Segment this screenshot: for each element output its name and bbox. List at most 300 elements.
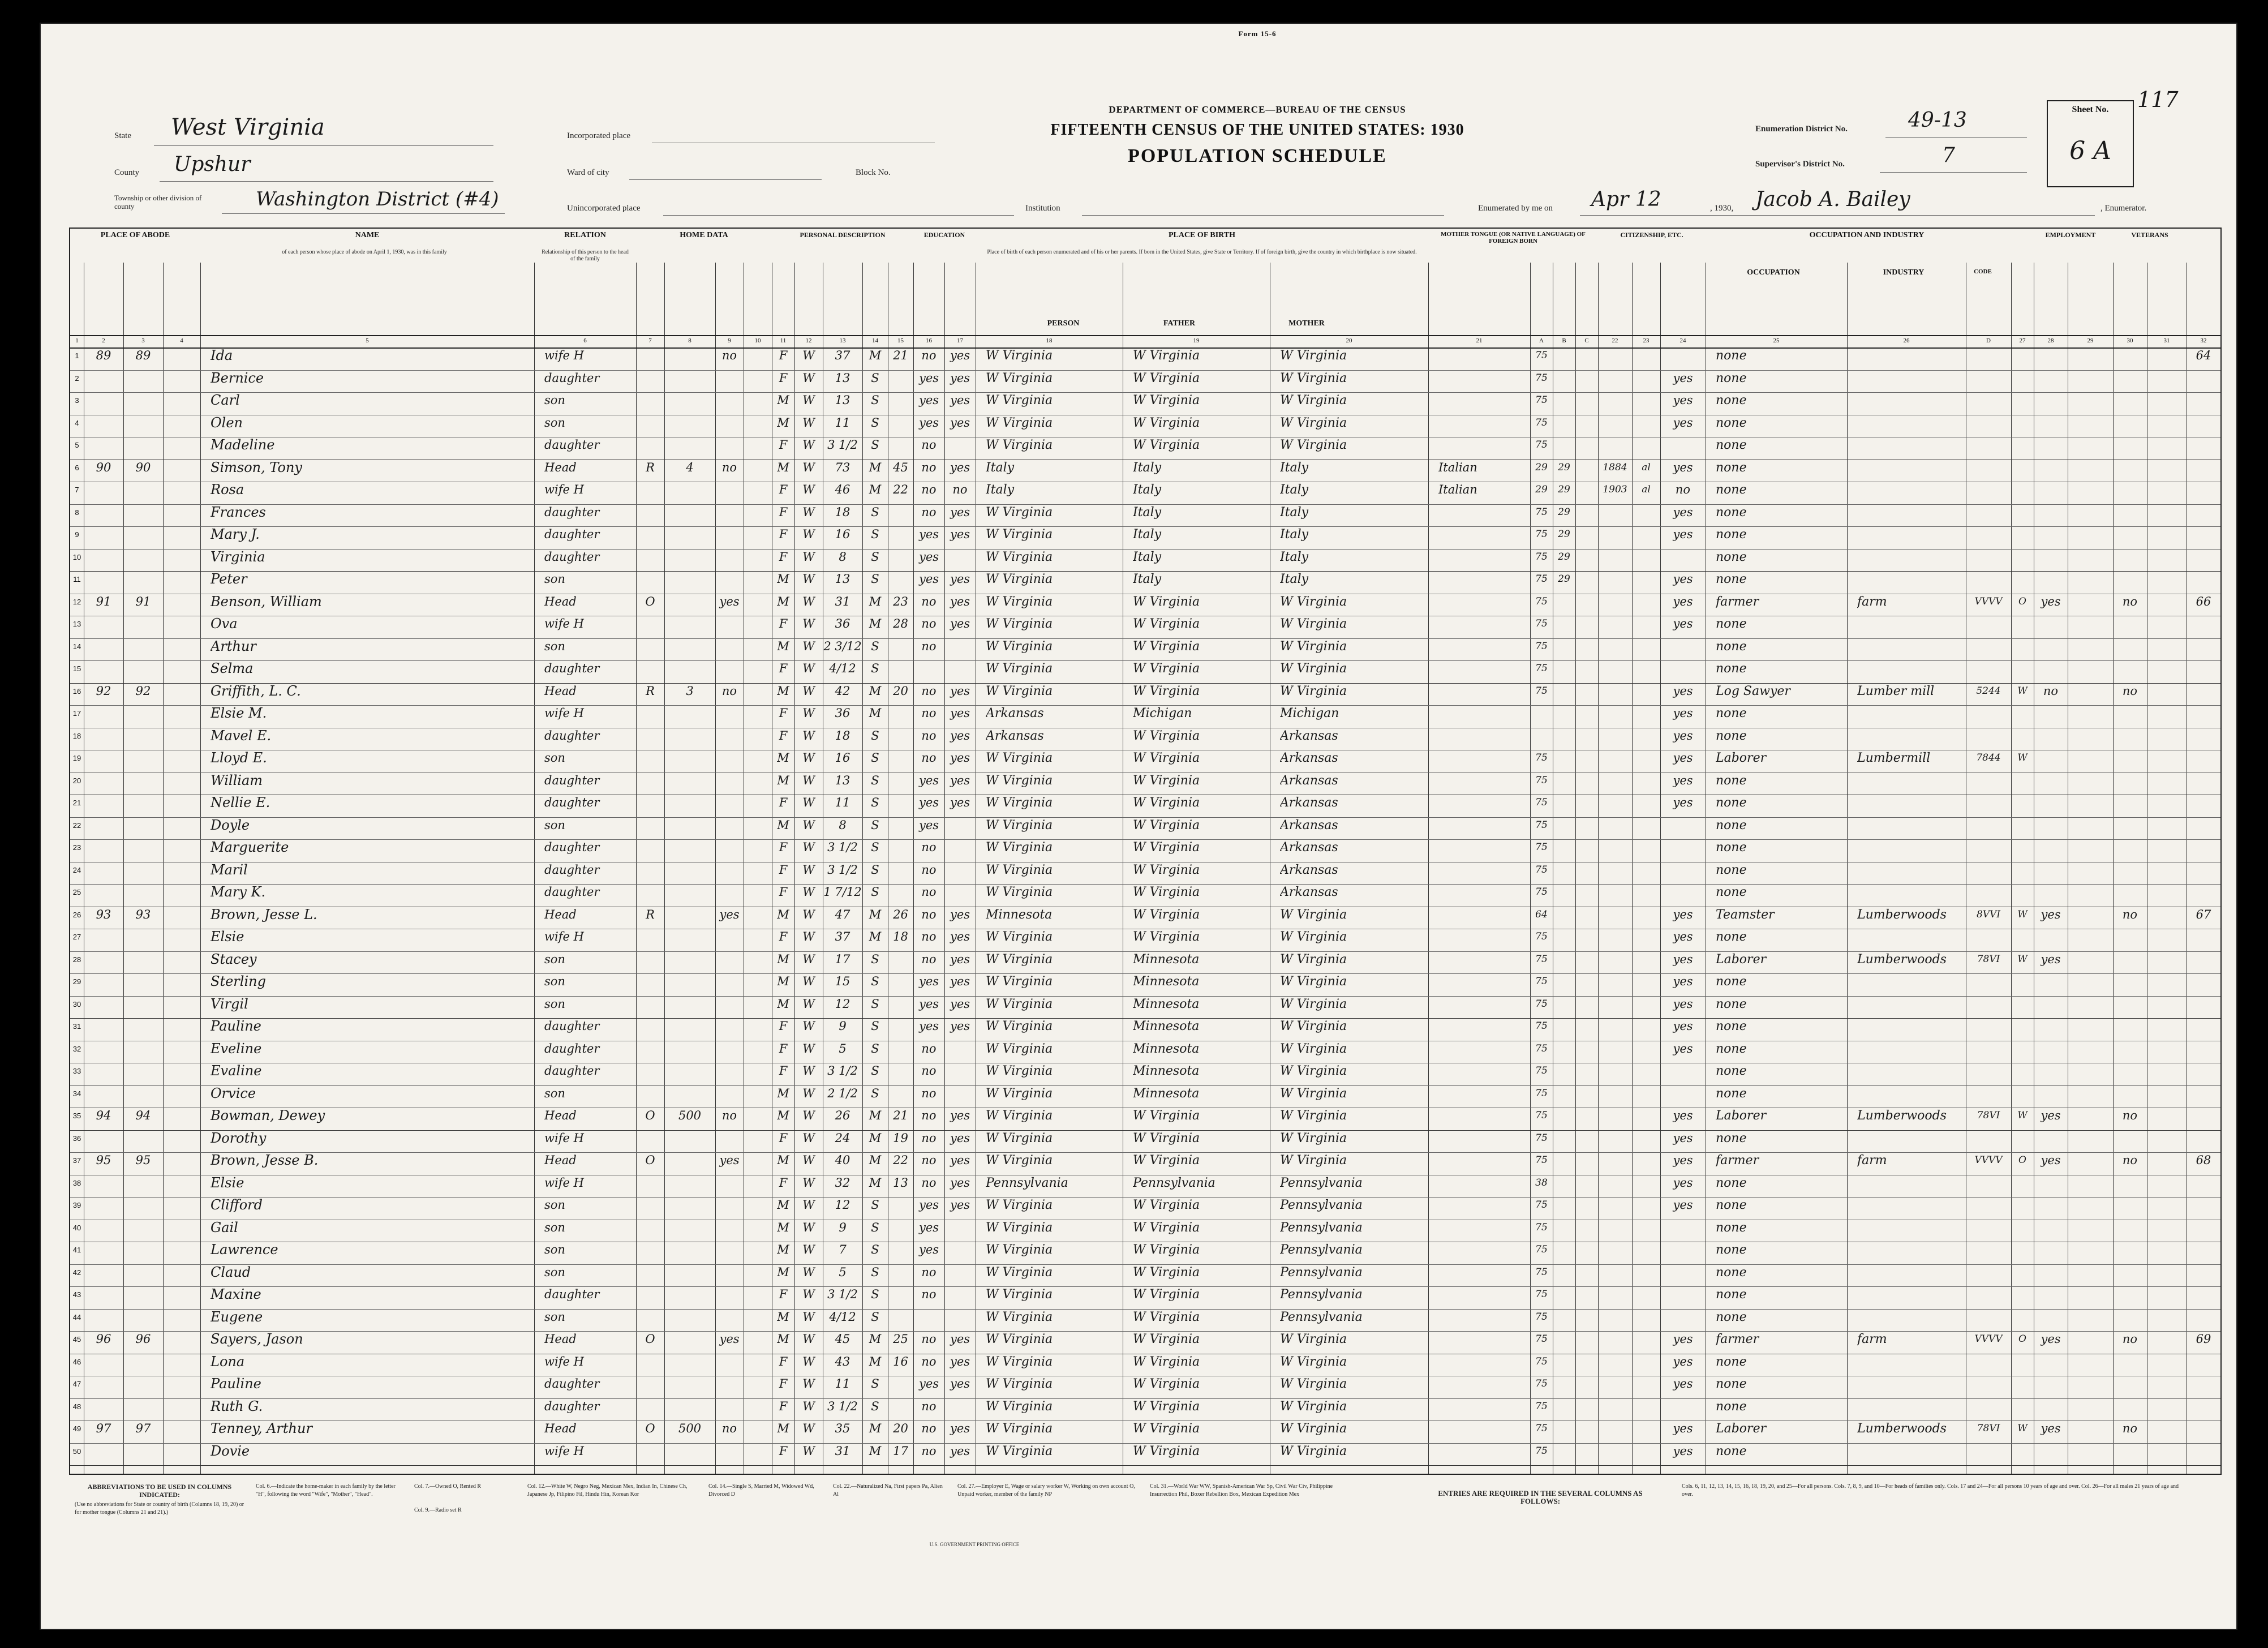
cell-a: 75 [1535, 1289, 1548, 1300]
cell-a: 75 [1535, 1445, 1548, 1457]
cell-eng: yes [1673, 1444, 1693, 1458]
cell-sch: yes [918, 393, 939, 407]
cell-fb: W Virginia [1133, 818, 1200, 832]
cell-fb: W Virginia [1133, 885, 1200, 899]
cell-lang: Italian [1438, 483, 1477, 496]
cell-fam: 89 [135, 349, 151, 362]
enumerated-year: , 1930, [1710, 204, 1734, 213]
cell-occ: none [1716, 706, 1747, 720]
cell-race: W [802, 393, 815, 407]
cell-am: 20 [893, 684, 908, 698]
row-number: 9 [75, 530, 79, 539]
cell-fb: Minnesota [1133, 975, 1200, 989]
cell-age: 17 [835, 952, 850, 966]
census-sheet [40, 23, 2237, 1630]
cell-race: W [802, 460, 815, 474]
census-title: FIFTEENTH CENSUS OF THE UNITED STATES: 1930 [1050, 121, 1464, 139]
cell-pb: W Virginia [986, 572, 1053, 586]
cell-ms: S [871, 639, 879, 653]
cell-b: 29 [1558, 573, 1570, 585]
cell-sch: no [921, 460, 937, 474]
cell-ms: S [871, 728, 879, 743]
cell-ms: M [869, 930, 882, 943]
cell-radio: no [721, 684, 737, 698]
cell-fb: W Virginia [1133, 728, 1200, 743]
cell-name: Simson, Tony [211, 459, 302, 475]
cell-race: W [802, 1019, 815, 1033]
cell-rel: wife H [544, 349, 584, 362]
cell-emp: yes [2041, 952, 2061, 966]
cell-age: 9 [839, 1220, 847, 1234]
cell-occ: none [1716, 1377, 1747, 1391]
cell-fb: W Virginia [1133, 930, 1200, 944]
cell-a: 75 [1535, 663, 1548, 674]
cell-eng: yes [1673, 617, 1693, 630]
cell-name: Bowman, Dewey [211, 1108, 325, 1123]
cell-lit: yes [950, 684, 970, 698]
cell-radio: yes [719, 907, 740, 921]
cell-eng: yes [1673, 751, 1693, 765]
cell-occ: none [1716, 1198, 1747, 1212]
abbrev-col14: Col. 14.—Single S, Married M, Widowed Wd, Divorced D [708, 1483, 814, 1497]
cell-rel: daughter [544, 527, 600, 541]
cell-name: Mavel E. [211, 727, 272, 744]
column-number: 26 [1903, 337, 1910, 344]
cell-am: 19 [893, 1131, 908, 1145]
cell-eng: yes [1673, 1377, 1693, 1390]
cell-race: W [802, 773, 815, 787]
col-relation-desc: Relationship of this person to the head of the family [542, 249, 629, 262]
row-number: 32 [72, 1044, 81, 1053]
cell-a: 75 [1535, 1266, 1548, 1278]
cell-age: 5 [839, 1265, 847, 1279]
cell-a: 75 [1535, 1199, 1548, 1211]
cell-am: 20 [893, 1422, 908, 1435]
cell-ms: M [869, 460, 882, 474]
cell-age: 47 [835, 907, 850, 921]
cell-fb: W Virginia [1133, 1377, 1200, 1391]
cell-ms: M [869, 1422, 882, 1435]
cell-own: R [646, 460, 655, 474]
cell-sch: no [921, 1288, 937, 1301]
col-employment: EMPLOYMENT [2045, 231, 2096, 239]
cell-code: 78VI [1977, 953, 2000, 965]
abbrev-col22: Col. 22.—Naturalized Na, First papers Pa, Alien Al [833, 1483, 943, 1497]
column-number: 10 [754, 337, 761, 344]
cell-vet: no [2122, 1109, 2138, 1122]
cell-ms: S [871, 438, 879, 452]
cell-a: 75 [1535, 573, 1548, 585]
cell-occ: farmer [1716, 1332, 1759, 1346]
cell-fam: 93 [135, 907, 151, 921]
cell-fb: W Virginia [1133, 1399, 1200, 1414]
cell-rel: Head [544, 684, 577, 698]
row-number: 23 [72, 843, 81, 852]
enumerated-label: Enumerated by me on [1478, 204, 1553, 213]
column-number: 15 [897, 337, 904, 344]
row-number: 6 [75, 463, 79, 472]
cell-pb: W Virginia [986, 684, 1053, 698]
cell-occ: farmer [1716, 1153, 1759, 1168]
cell-dw: 93 [96, 907, 111, 921]
cell-pb: W Virginia [986, 1131, 1053, 1145]
cell-sch: no [921, 594, 937, 608]
cell-occ: none [1716, 1288, 1747, 1302]
cell-lit: yes [950, 773, 970, 787]
cell-lit: yes [950, 796, 970, 809]
cell-a: 75 [1535, 886, 1548, 898]
cell-fb: W Virginia [1133, 796, 1200, 810]
sheet-value: 6 A [2069, 136, 2111, 165]
cell-mb: Italy [1280, 527, 1309, 542]
cell-a: 75 [1535, 595, 1548, 607]
cell-race: W [802, 1086, 815, 1100]
cell-sch: yes [918, 818, 939, 832]
cell-a: 75 [1535, 1155, 1548, 1166]
cell-occ: Laborer [1716, 952, 1767, 967]
cell-eng: yes [1673, 594, 1693, 608]
cell-race: W [802, 1377, 815, 1390]
cell-age: 4/12 [829, 662, 856, 675]
column-number: 6 [583, 337, 587, 344]
cell-lit: yes [950, 930, 970, 943]
cell-a: 75 [1535, 819, 1548, 831]
row-number: 39 [72, 1201, 81, 1209]
grid-column-line [2113, 263, 2114, 1474]
cell-mb: W Virginia [1280, 415, 1347, 430]
col-person: PERSON [1047, 319, 1080, 328]
cell-ms: S [871, 796, 879, 809]
cell-pb: W Virginia [986, 1153, 1053, 1168]
cell-fb: Italy [1133, 505, 1162, 520]
cell-ms: S [871, 952, 879, 966]
cell-ms: S [871, 997, 879, 1011]
cell-sch: yes [918, 997, 939, 1011]
cell-rel: daughter [544, 1019, 600, 1033]
cell-sch: no [921, 728, 937, 743]
cell-race: W [802, 1198, 815, 1212]
cell-farm: 67 [2196, 907, 2211, 921]
cell-mb: W Virginia [1280, 1422, 1347, 1436]
cell-code: 8VVI [1976, 908, 2001, 920]
cell-occ: none [1716, 371, 1747, 385]
cell-ms: S [871, 662, 879, 675]
cell-eng: yes [1673, 773, 1693, 787]
row-number: 47 [72, 1380, 81, 1388]
cell-pb: W Virginia [986, 662, 1053, 676]
cell-eng: yes [1673, 371, 1693, 385]
column-number: 27 [2019, 337, 2026, 344]
row-number: 12 [72, 597, 81, 606]
row-number: 21 [72, 799, 81, 807]
cell-name: Eugene [211, 1308, 263, 1325]
corner-stamp: 117 [2137, 87, 2179, 112]
county-label: County [114, 168, 140, 177]
cell-lit: no [952, 483, 968, 496]
cell-pb: Italy [986, 483, 1015, 497]
cell-name: Lawrence [211, 1242, 278, 1258]
cell-emp: no [2043, 684, 2059, 698]
cell-lit: yes [950, 617, 970, 630]
cell-fb: W Virginia [1133, 349, 1200, 363]
cell-age: 3 1/2 [827, 438, 858, 452]
cell-sch: yes [918, 1019, 939, 1033]
cell-pb: W Virginia [986, 1310, 1053, 1324]
cell-mb: Italy [1280, 505, 1309, 520]
cell-age: 3 1/2 [827, 862, 858, 877]
cell-sex: F [779, 840, 788, 854]
cell-mb: W Virginia [1280, 975, 1347, 989]
cell-sch: no [921, 751, 937, 765]
cell-occ: none [1716, 1064, 1747, 1078]
cell-pb: W Virginia [986, 975, 1053, 989]
cell-age: 2 3/12 [823, 639, 862, 653]
cell-ms: M [869, 1332, 882, 1346]
cell-sex: M [777, 952, 789, 966]
row-number: 1 [75, 351, 79, 360]
cell-mb: Italy [1280, 550, 1309, 564]
cell-rel: daughter [544, 862, 600, 877]
cell-rel: daughter [544, 840, 600, 854]
cell-sex: F [779, 438, 788, 452]
cell-name: Mary J. [211, 526, 260, 542]
cell-fb: W Virginia [1133, 1332, 1200, 1346]
cell-rel: Head [544, 1332, 577, 1346]
row-number: 36 [72, 1134, 81, 1143]
cell-emp: yes [2041, 1332, 2061, 1346]
cell-eng: yes [1673, 1332, 1693, 1346]
cell-emp: yes [2041, 1109, 2061, 1122]
cell-mb: W Virginia [1280, 1399, 1347, 1414]
cell-mb: W Virginia [1280, 1041, 1347, 1056]
cell-pb: Pennsylvania [986, 1175, 1068, 1190]
cell-nat: al [1642, 461, 1651, 473]
cell-occ: none [1716, 796, 1747, 810]
cell-name: Orvice [211, 1085, 256, 1101]
cell-sex: F [779, 349, 788, 362]
abbrev-col27: Col. 27.—Employer E, Wage or salary worker W, Working on own account O, Unpaid worker, member of the family NP [957, 1483, 1135, 1497]
cell-age: 13 [835, 393, 850, 407]
cell-rel: Head [544, 594, 577, 608]
cell-am: 28 [893, 617, 908, 630]
column-number: 18 [1046, 337, 1053, 344]
cell-sch: no [921, 1175, 937, 1190]
cell-dw: 92 [96, 684, 111, 698]
cell-pb: Arkansas [986, 728, 1044, 743]
cell-ms: S [871, 1288, 879, 1301]
cell-rel: wife H [544, 1131, 584, 1145]
cell-a: 75 [1535, 1311, 1548, 1323]
cell-race: W [802, 1399, 815, 1413]
cell-a: 75 [1535, 1400, 1548, 1412]
row-number: 28 [72, 955, 81, 964]
cell-sex: F [779, 885, 788, 899]
cell-ms: S [871, 1399, 879, 1413]
cell-age: 18 [835, 505, 850, 519]
cell-imm: 1903 [1603, 484, 1627, 495]
cell-rel: wife H [544, 930, 584, 943]
cell-sch: no [921, 349, 937, 362]
column-number: 28 [2047, 337, 2054, 344]
col-industry: INDUSTRY [1883, 268, 1925, 277]
cell-dw: 91 [96, 594, 111, 608]
col-father: FATHER [1163, 319, 1196, 328]
col-place-of-birth: PLACE OF BIRTH [1168, 231, 1235, 239]
cell-age: 16 [835, 751, 850, 765]
column-number: 20 [1346, 337, 1352, 344]
cell-ms: M [869, 684, 882, 698]
cell-rel: daughter [544, 796, 600, 809]
cell-vet: no [2122, 1422, 2138, 1435]
cell-rel: daughter [544, 371, 600, 385]
cell-code: 7844 [1976, 752, 2001, 763]
cell-sex: F [779, 371, 788, 385]
cell-sch: no [921, 1399, 937, 1413]
cell-am: 25 [893, 1332, 908, 1346]
cell-name: Griffith, L. C. [211, 683, 301, 699]
cell-pb: W Virginia [986, 1399, 1053, 1414]
cell-fb: W Virginia [1133, 907, 1200, 922]
row-number: 14 [72, 642, 81, 651]
cell-radio: yes [719, 1332, 740, 1346]
cell-sch: no [921, 840, 937, 854]
unincorporated-label: Unincorporated place [567, 204, 641, 213]
cell-race: W [802, 1444, 815, 1458]
cell-pb: W Virginia [986, 415, 1053, 430]
cell-sch: no [921, 438, 937, 452]
cell-dw: 95 [96, 1153, 111, 1167]
cell-fam: 97 [135, 1422, 151, 1435]
grid-column-line [664, 263, 665, 1474]
cell-a: 75 [1535, 1333, 1548, 1345]
cell-a: 75 [1535, 1221, 1548, 1233]
cell-age: 31 [835, 1444, 850, 1458]
column-number: 29 [2087, 337, 2094, 344]
cell-name: Bernice [211, 370, 264, 386]
cell-occ: none [1716, 483, 1747, 497]
cell-pb: W Virginia [986, 997, 1053, 1011]
cell-vet: no [2122, 594, 2138, 608]
cell-name: Nellie E. [211, 795, 270, 810]
cell-cw: W [2017, 752, 2028, 763]
grid-column-line [1428, 263, 1429, 1474]
cell-fam: 91 [135, 594, 151, 608]
cell-fb: W Virginia [1133, 1422, 1200, 1436]
cell-rel: son [544, 952, 565, 966]
column-number: 16 [926, 337, 932, 344]
cell-mb: W Virginia [1280, 617, 1347, 631]
cell-ms: S [871, 1377, 879, 1390]
cell-fb: Pennsylvania [1133, 1175, 1215, 1190]
row-number: 13 [72, 620, 81, 628]
row-number: 37 [72, 1156, 81, 1165]
cell-ms: S [871, 1310, 879, 1324]
cell-fb: W Virginia [1133, 371, 1200, 385]
cell-ind: Lumberwoods [1857, 1109, 1947, 1123]
row-number: 34 [72, 1089, 81, 1098]
row-number: 35 [72, 1111, 81, 1120]
col-home-data: HOME DATA [680, 231, 728, 239]
cell-mb: W Virginia [1280, 1019, 1347, 1033]
cell-eng: yes [1673, 1422, 1693, 1435]
cell-sch: yes [918, 773, 939, 787]
cell-a: 75 [1535, 394, 1548, 406]
row-number: 8 [75, 508, 79, 517]
cell-lit: yes [950, 460, 970, 474]
cell-age: 73 [835, 460, 850, 474]
cell-fb: Italy [1133, 527, 1162, 542]
cell-age: 31 [835, 594, 850, 608]
cell-lit: yes [950, 415, 970, 430]
cell-val: 4 [686, 460, 694, 474]
cell-ms: S [871, 1041, 879, 1055]
cell-eng: yes [1673, 1109, 1693, 1122]
cell-eng: yes [1673, 1153, 1693, 1167]
cell-rel: son [544, 415, 565, 430]
cell-a: 75 [1535, 1087, 1548, 1099]
cell-occ: none [1716, 840, 1747, 855]
cell-radio: no [721, 1109, 737, 1122]
column-number: 1 [75, 337, 79, 344]
cell-rel: daughter [544, 662, 600, 675]
row-number: 4 [75, 418, 79, 427]
cell-sex: F [779, 728, 788, 743]
cell-fb: Minnesota [1133, 1064, 1200, 1078]
cell-lang: Italian [1438, 460, 1477, 474]
row-number: 41 [72, 1246, 81, 1254]
cell-fb: W Virginia [1133, 1153, 1200, 1168]
cell-rel: son [544, 1243, 565, 1256]
cell-mb: W Virginia [1280, 952, 1347, 967]
cell-mb: W Virginia [1280, 1064, 1347, 1078]
cell-mb: W Virginia [1280, 1332, 1347, 1346]
row-number: 46 [72, 1357, 81, 1366]
cell-mb: Italy [1280, 572, 1309, 586]
cell-sex: F [779, 1019, 788, 1033]
cell-occ: none [1716, 460, 1747, 475]
cell-a: 75 [1535, 529, 1548, 540]
cell-rel: wife H [544, 483, 584, 496]
cell-race: W [802, 1422, 815, 1435]
cell-eng: yes [1673, 1019, 1693, 1033]
abbrev-col31: Col. 31.—World War WW, Spanish-American War Sp, Civil War Civ, Philippine Insurrection Phil, Boxer Rebellion Box, Mexican Expedition Mex [1150, 1483, 1333, 1497]
cell-sch: no [921, 639, 937, 653]
cell-occ: Teamster [1716, 907, 1775, 922]
abbrev-col12: Col. 12.—White W, Negro Neg, Mexican Mex, Indian In, Chinese Ch, Japanese Jp, Filipino Fil, Hindu Hin, Korean Kor [527, 1483, 688, 1497]
cell-pb: W Virginia [986, 930, 1053, 944]
cell-fb: W Virginia [1133, 662, 1200, 676]
cell-race: W [802, 572, 815, 586]
cell-sex: M [777, 773, 789, 787]
cell-race: W [802, 818, 815, 832]
cell-eng: yes [1673, 975, 1693, 988]
cell-a: 75 [1535, 551, 1548, 563]
cell-mb: Italy [1280, 483, 1309, 497]
cell-sex: M [777, 460, 789, 474]
cell-occ: none [1716, 617, 1747, 631]
column-number: 8 [688, 337, 691, 344]
cell-age: 16 [835, 527, 850, 541]
cell-sex: M [777, 1086, 789, 1100]
cell-name: Brown, Jesse L. [211, 906, 317, 922]
cell-name: Maril [211, 861, 248, 878]
cell-fb: W Virginia [1133, 617, 1200, 631]
row-number: 49 [72, 1424, 81, 1433]
cell-occ: none [1716, 349, 1747, 363]
cell-sch: no [921, 885, 937, 899]
cell-name: Selma [211, 660, 254, 676]
cell-occ: none [1716, 1399, 1747, 1414]
